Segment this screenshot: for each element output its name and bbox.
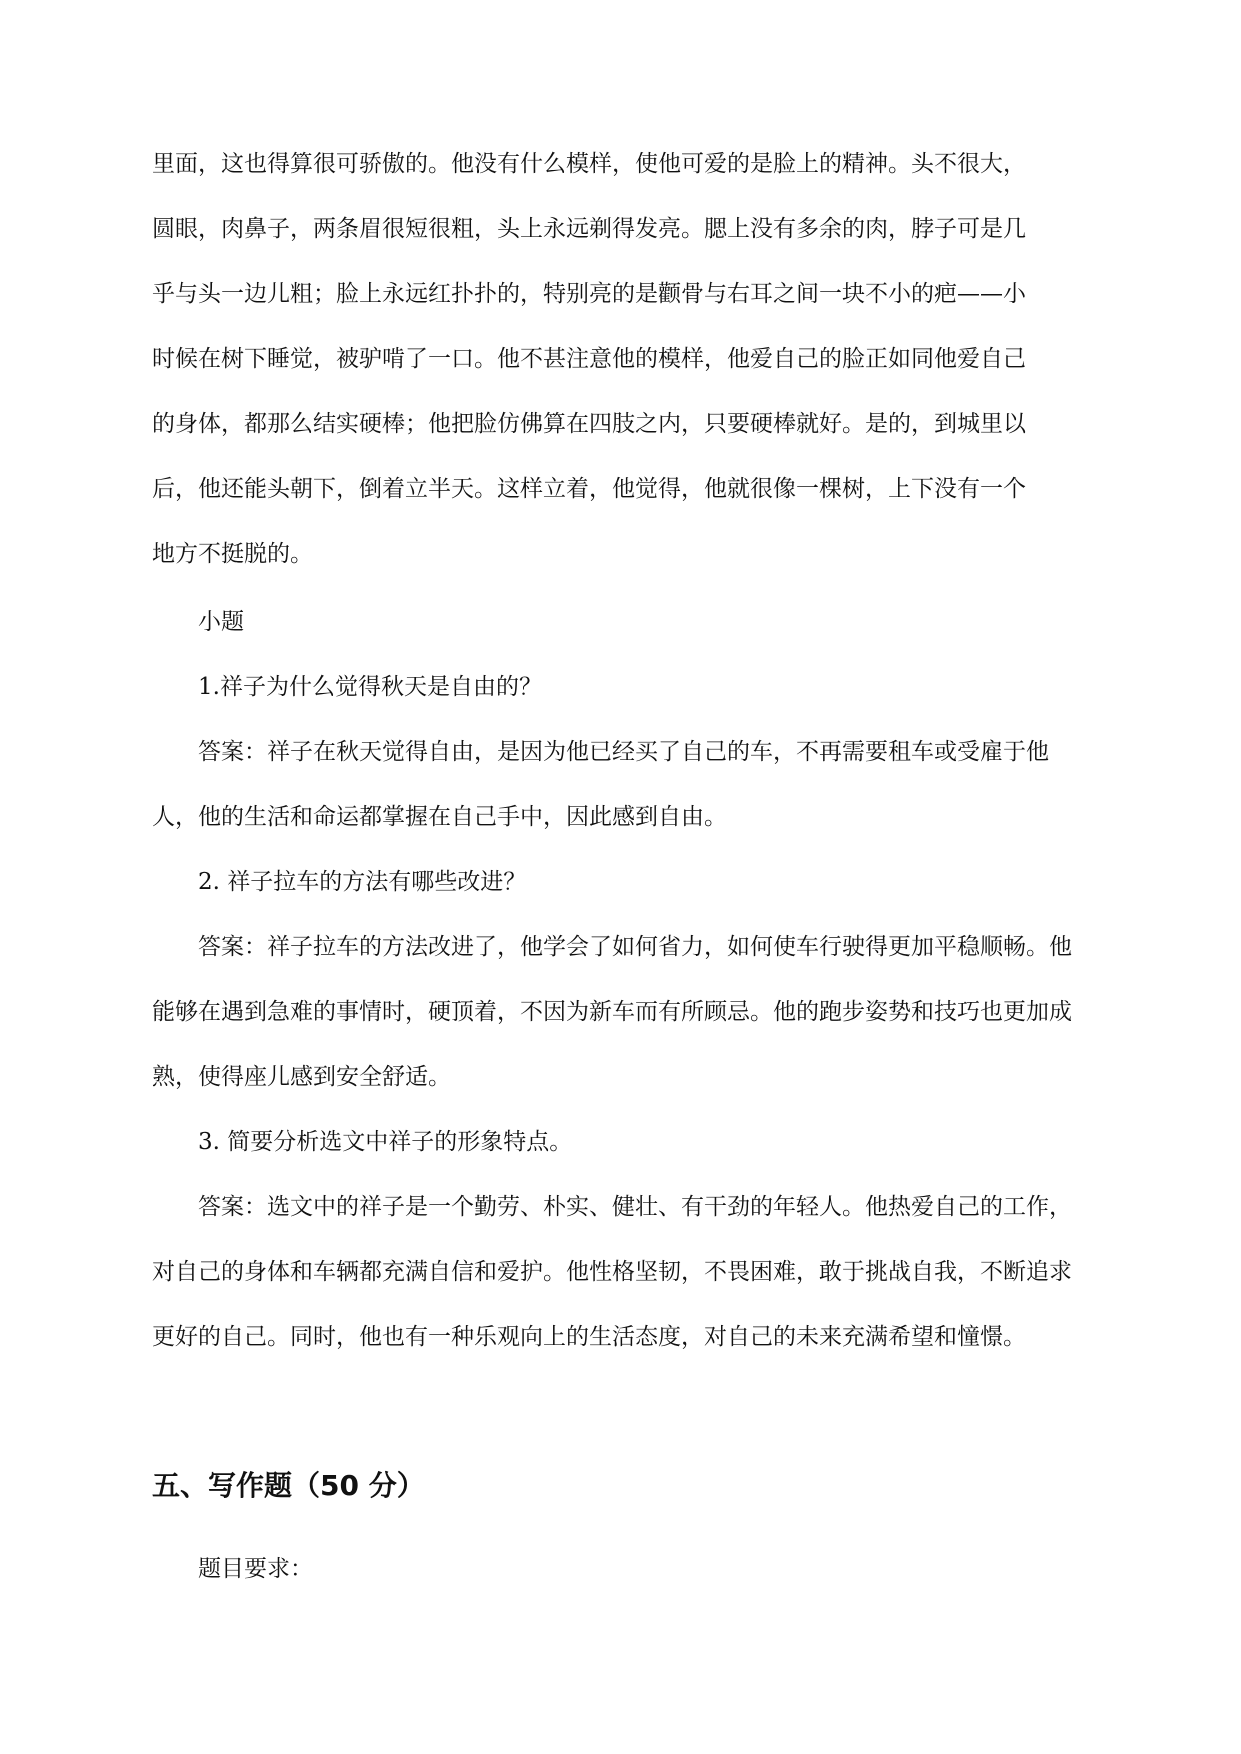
- passage-paragraph: [152, 132, 1092, 587]
- passage-line: 里面，这也得算很可骄傲的。他没有什么模样，使他可爱的是脸上的精神。头不很大，: [152, 151, 1026, 177]
- passage-line: 时候在树下睡觉，被驴啃了一口。他不甚注意他的模样，他爱自己的脸正如同他爱自己: [152, 346, 1026, 372]
- answer-3: 答案：选文中的祥子是一个勤劳、朴实、健壮、有干劲的年轻人。他热爱自己的工作，对自己的身体和车辆都充满自信和爱护。他性格坚韧，不畏困难，敢于挑战自我，不断追求更好的自己。同时，他也有一种乐观向上的生活态度，对自己的未来充满希望和憧憬。: [152, 1194, 1072, 1350]
- passage-line: 乎与头一边儿粗；脸上永远红扑扑的，特别亮的是颧骨与右耳之间一块不小的疤——小: [152, 281, 1026, 307]
- section-heading: 五、写作题（50 分）: [152, 1469, 425, 1502]
- passage-line: 圆眼，肉鼻子，两条眉很短很粗，头上永远剃得发亮。腮上没有多余的肉，脖子可是几: [152, 216, 1026, 242]
- subheading: 小题: [198, 609, 244, 635]
- passage-line: 后，他还能头朝下，倒着立半天。这样立着，他觉得，他就很像一棵树，上下没有一个: [152, 476, 1026, 502]
- question-3: 3. 简要分析选文中祥子的形象特点。: [198, 1129, 573, 1155]
- question-2: 2. 祥子拉车的方法有哪些改进？: [198, 869, 527, 895]
- question-1: 1.祥子为什么觉得秋天是自由的？: [198, 674, 542, 700]
- passage-line: 地方不挺脱的。: [152, 541, 313, 567]
- answer-2: 答案：祥子拉车的方法改进了，他学会了如何省力，如何使车行驶得更加平稳顺畅。他能够在遇到急难的事情时，硬顶着，不因为新车而有所顾忌。他的跑步姿势和技巧也更加成熟，使得座儿感到安全舒适。: [152, 934, 1072, 1090]
- prompt-label: 题目要求：: [198, 1556, 313, 1582]
- passage-line: 的身体，都那么结实硬棒；他把脸仿佛算在四肢之内，只要硬棒就好。是的，到城里以: [152, 411, 1026, 437]
- answer-1: 答案：祥子在秋天觉得自由，是因为他已经买了自己的车，不再需要租车或受雇于他人，他的生活和命运都掌握在自己手中，因此感到自由。: [152, 739, 1049, 830]
